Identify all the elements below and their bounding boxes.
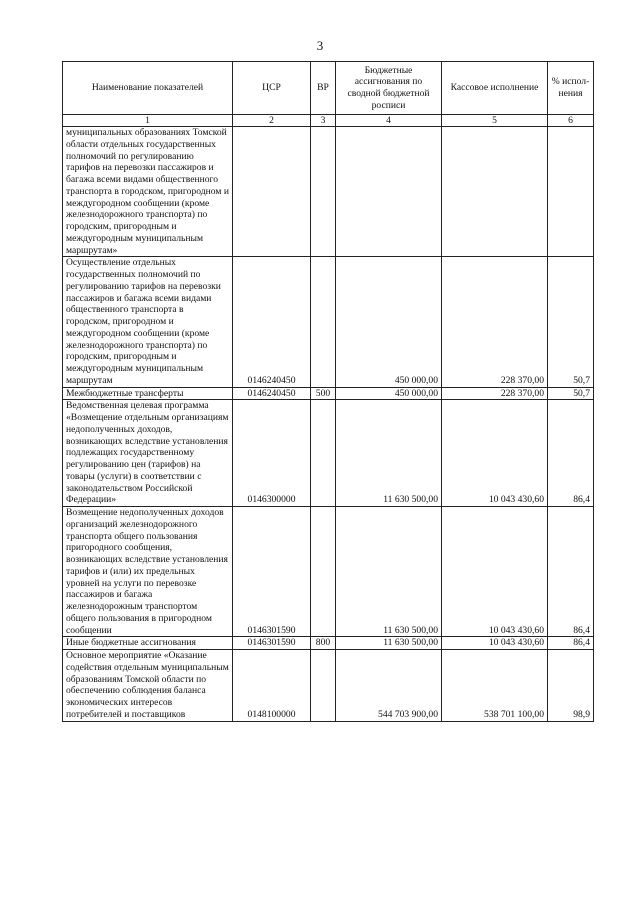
row-name: Межбюджетные трансферты <box>63 387 233 400</box>
table-row <box>63 257 594 387</box>
row-allocation: 544 703 900,00 <box>336 650 442 722</box>
column-number: 3 <box>311 115 336 127</box>
row-allocation: 11 630 500,00 <box>336 400 442 507</box>
column-number: 5 <box>442 115 548 127</box>
row-execution: 228 370,00 <box>442 257 548 387</box>
row-name: муниципальных образованиях Томской области отдельных государственных полномочий по регулированию тарифов на перевозки пассажиров и багажа всеми видами общественного транспорта в городском, пригородном и междугородном сообщении (кроме железнодорожного транспорта) по городским, пригородным и междугородным муниципальным маршрутам» <box>63 127 233 257</box>
header-cash-execution: Кассовое исполнение <box>442 62 548 115</box>
row-percent: 86,4 <box>548 507 594 637</box>
row-percent: 50,7 <box>548 257 594 387</box>
table-row <box>63 507 594 637</box>
row-execution: 10 043 430,60 <box>442 400 548 507</box>
row-vr <box>311 127 336 257</box>
header-vr: ВР <box>311 62 336 115</box>
row-allocation <box>336 127 442 257</box>
row-vr: 800 <box>311 637 336 650</box>
budget-execution-table <box>62 61 594 722</box>
column-number-row <box>63 115 594 127</box>
row-percent <box>548 127 594 257</box>
row-name: Ведомственная целевая программа «Возмещение отдельным организациям недополученных доходов, возникающих вследствие установления подлежащих государственному регулированию цен (тарифов) на товары (услуги) в соответствии с законодательством Российской Федерации» <box>63 400 233 507</box>
column-number: 2 <box>233 115 311 127</box>
row-csr: 0146240450 <box>233 387 311 400</box>
row-csr: 0146301590 <box>233 637 311 650</box>
row-execution: 228 370,00 <box>442 387 548 400</box>
row-vr <box>311 507 336 637</box>
header-indicator-name: Наименование показателей <box>63 62 233 115</box>
table-row <box>63 637 594 650</box>
row-csr: 0146240450 <box>233 257 311 387</box>
table-header-row <box>63 62 594 115</box>
row-percent: 50,7 <box>548 387 594 400</box>
column-number: 4 <box>336 115 442 127</box>
row-allocation: 450 000,00 <box>336 387 442 400</box>
row-percent: 98,9 <box>548 650 594 722</box>
row-name: Основное мероприятие «Оказание содействия отдельным муниципальным образованиям Томской области по обеспечению соблюдения баланса экономических интересов потребителей и поставщиков <box>63 650 233 722</box>
row-allocation: 11 630 500,00 <box>336 637 442 650</box>
row-csr: 0146300000 <box>233 400 311 507</box>
row-csr: 0146301590 <box>233 507 311 637</box>
row-vr <box>311 257 336 387</box>
table-row <box>63 650 594 722</box>
row-percent: 86,4 <box>548 400 594 507</box>
row-vr <box>311 650 336 722</box>
column-number: 1 <box>63 115 233 127</box>
header-csr: ЦСР <box>233 62 311 115</box>
row-name: Осуществление отдельных государственных полномочий по регулированию тарифов на перевозки пассажиров и багажа всеми видами общественного транспорта в городском, пригородном и междугородном сообщении (кроме железнодорожного транспорта) по городским, пригородным и междугородным муниципальным маршрутам <box>63 257 233 387</box>
row-execution: 10 043 430,60 <box>442 637 548 650</box>
row-vr <box>311 400 336 507</box>
table-row <box>63 400 594 507</box>
row-allocation: 11 630 500,00 <box>336 507 442 637</box>
header-budget-allocation: Бюджетные ассигнования по сводной бюджетной росписи <box>336 62 442 115</box>
row-vr: 500 <box>311 387 336 400</box>
row-csr: 0148100000 <box>233 650 311 722</box>
table-row <box>63 387 594 400</box>
row-execution: 538 701 100,00 <box>442 650 548 722</box>
row-execution <box>442 127 548 257</box>
page-number: 3 <box>316 38 324 53</box>
table-row <box>63 127 594 257</box>
row-name: Иные бюджетные ассигнования <box>63 637 233 650</box>
header-execution-percent: % испол-нения <box>548 62 594 115</box>
row-name: Возмещение недополученных доходов организаций железнодорожного транспорта общего пользования пригородного сообщения, возникающих вследствие установления тарифов и (или) их предельных уровней на услуги по перевозке пассажиров и багажа железнодорожным транспортом общего пользования в пригородном сообщении <box>63 507 233 637</box>
row-allocation: 450 000,00 <box>336 257 442 387</box>
row-percent: 86,4 <box>548 637 594 650</box>
column-number: 6 <box>548 115 594 127</box>
row-execution: 10 043 430,60 <box>442 507 548 637</box>
row-csr <box>233 127 311 257</box>
